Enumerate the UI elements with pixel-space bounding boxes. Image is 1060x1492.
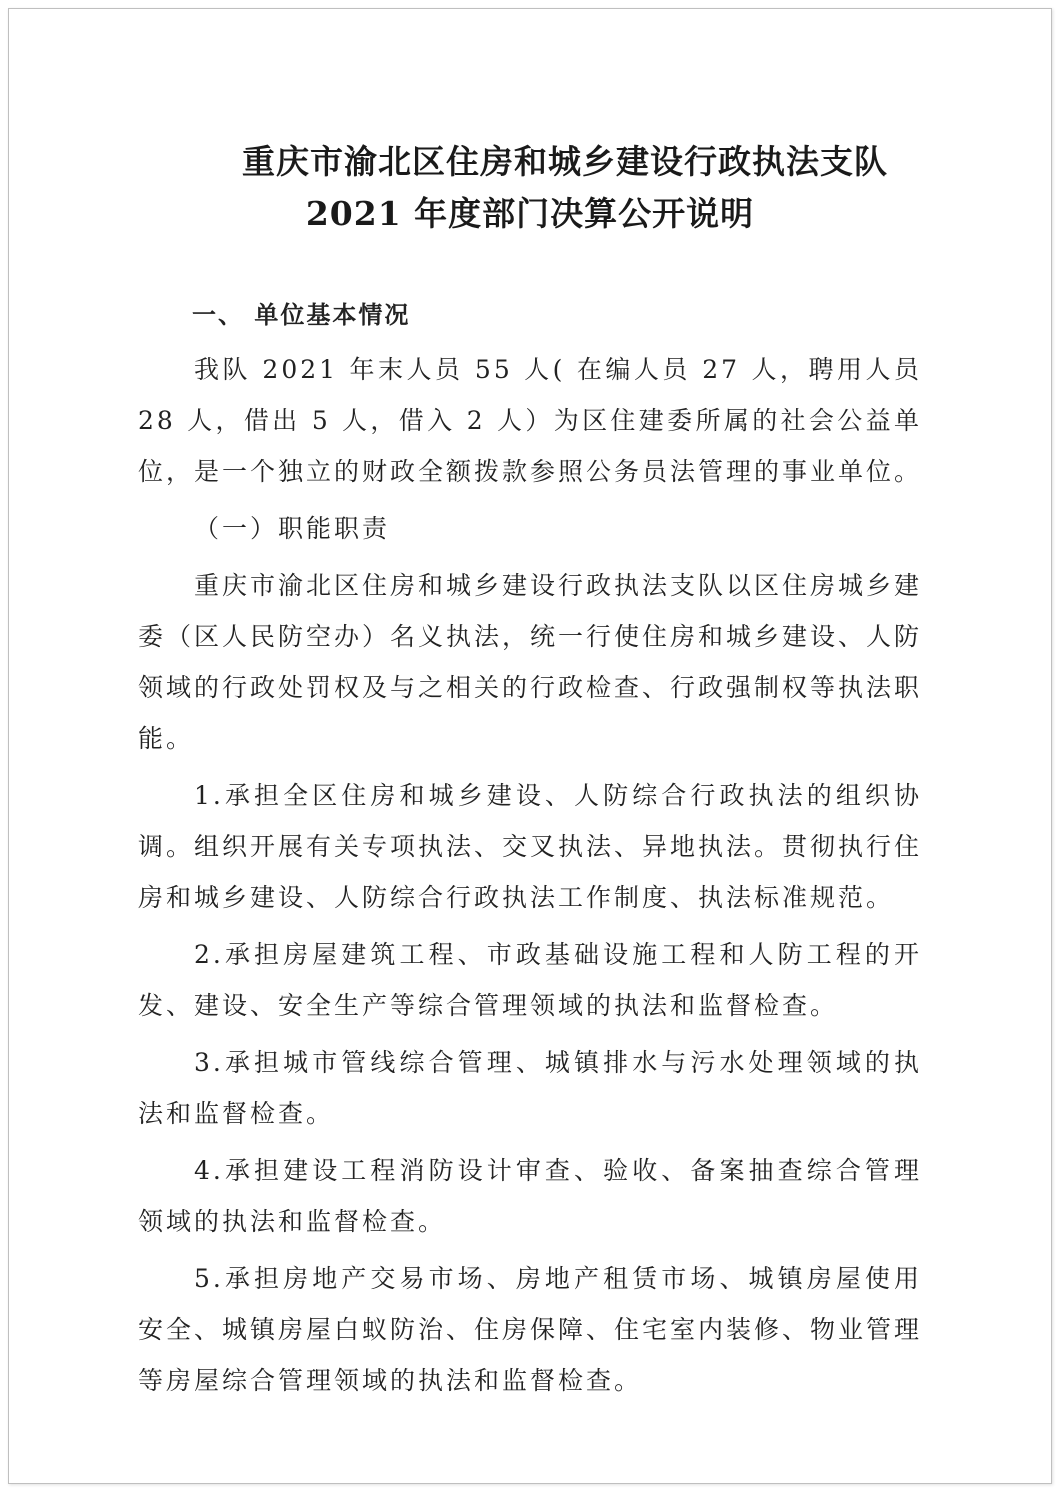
document-body [138, 290, 922, 1412]
section-heading-basic-info: 一、 单位基本情况 [192, 301, 411, 329]
duty-item-3: 3.承担城市管线综合管理、城镇排水与污水处理领域的执法和监督检查。 [138, 1048, 922, 1128]
duty-item-5: 5.承担房地产交易市场、房地产租赁市场、城镇房屋使用安全、城镇房屋白蚁防治、住房保障、住宅室内装修、物业管理等房屋综合管理领域的执法和监督检查。 [138, 1264, 923, 1395]
duty-item-2: 2.承担房屋建筑工程、市政基础设施工程和人防工程的开发、建设、安全生产等综合管理领域的执法和监督检查。 [138, 940, 922, 1020]
title-line-1: 重庆市渝北区住房和城乡建设行政执法支队 [242, 142, 888, 181]
functions-paragraph: 重庆市渝北区住房和城乡建设行政执法支队以区住房城乡建委（区人民防空办）名义执法，统一行使住房和城乡建设、人防领域的行政处罚权及与之相关的行政检查、行政强制权等执法职能。 [138, 571, 923, 753]
title-line-2: 2021 年度部门决算公开说明 [305, 194, 755, 233]
intro-paragraph: 我队 2021 年末人员 55 人( 在编人员 27 人，聘用人员 28 人，借出 5 人，借入 2 人）为区住建委所属的社会公益单位，是一个独立的财政全额拨款参照公务员法管理的事业单位。 [138, 355, 923, 486]
subsection-heading-functions: （一）职能职责 [194, 514, 391, 543]
document-title [0, 136, 1060, 240]
duty-item-4: 4.承担建设工程消防设计审查、验收、备案抽查综合管理领域的执法和监督检查。 [138, 1156, 922, 1236]
duty-item-1: 1.承担全区住房和城乡建设、人防综合行政执法的组织协调。组织开展有关专项执法、交叉执法、异地执法。贯彻执行住房和城乡建设、人防综合行政执法工作制度、执法标准规范。 [138, 781, 923, 912]
